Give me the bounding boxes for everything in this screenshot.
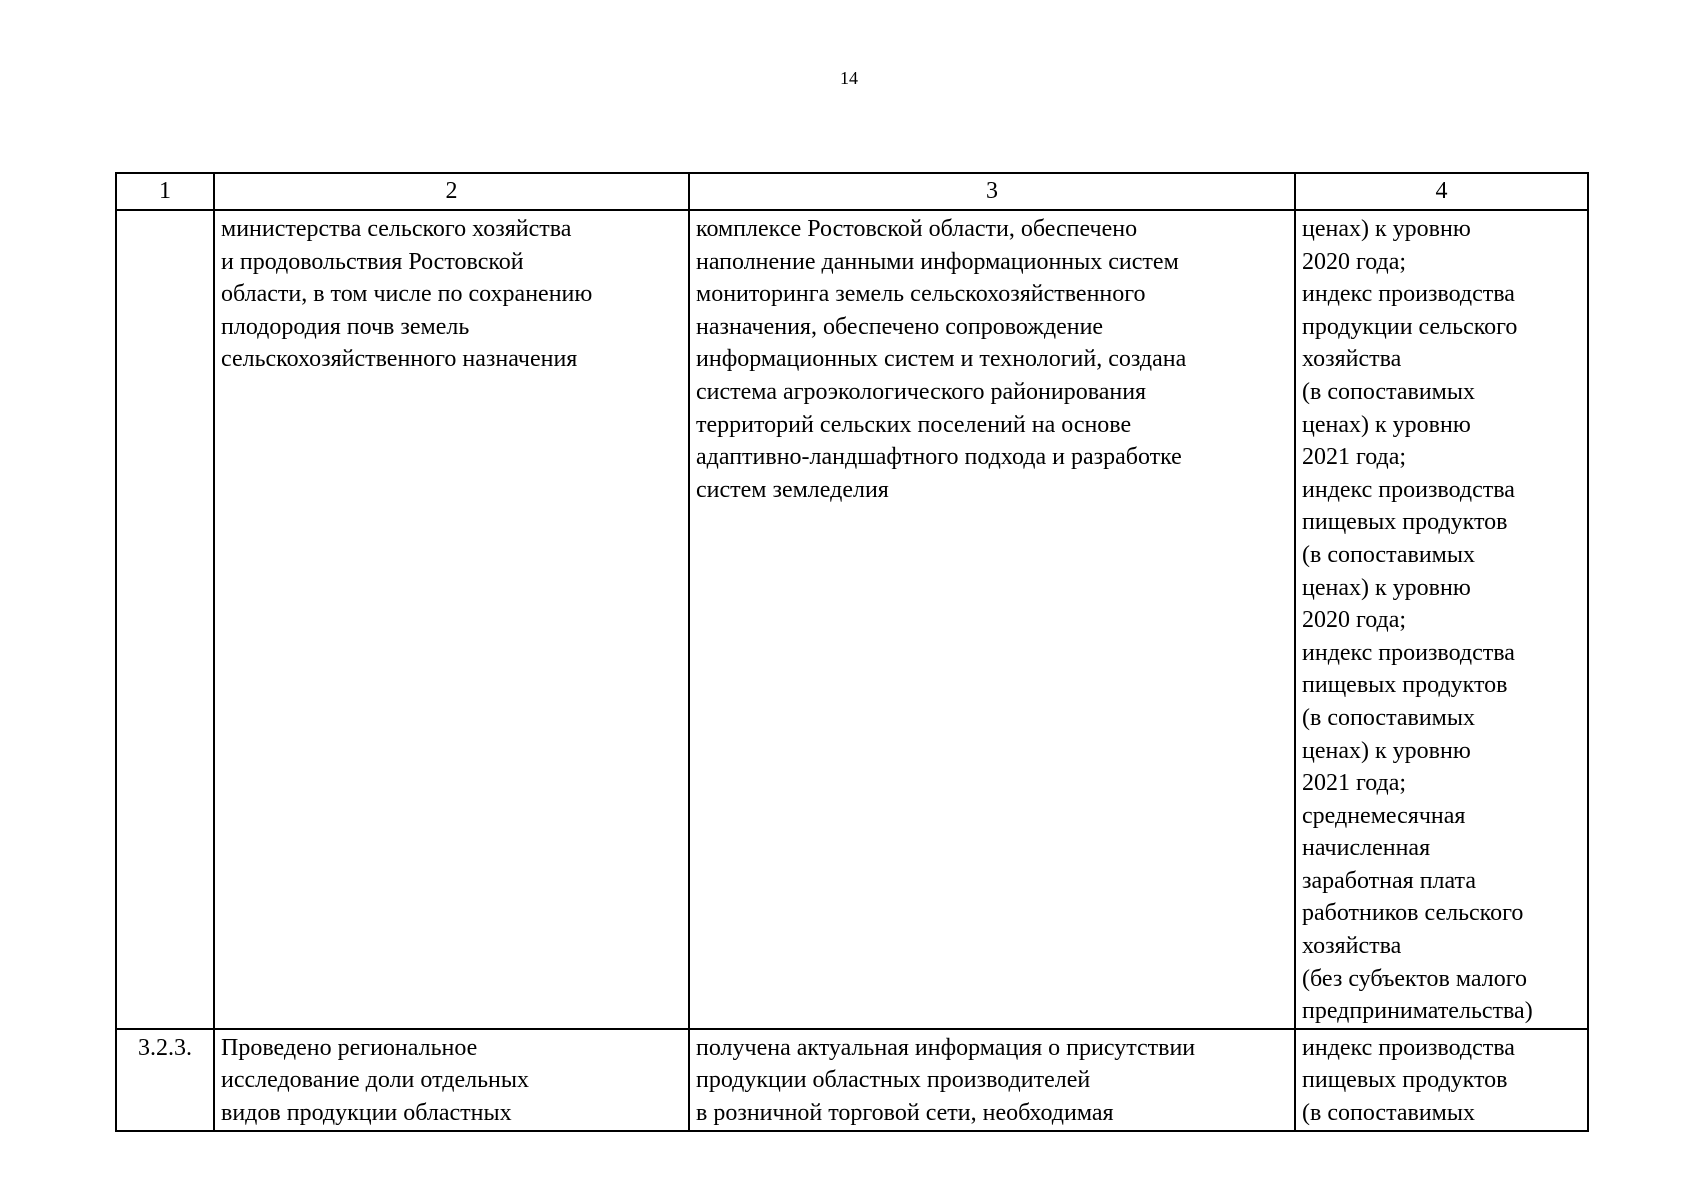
cell-measure: Проведено региональное исследование доли отдельных видов продукции областных <box>214 1029 689 1131</box>
table-header-row <box>116 173 1588 210</box>
measures-table <box>115 172 1589 1132</box>
table-row <box>116 210 1588 1029</box>
cell-indicators: индекс производства пищевых продуктов (в сопоставимых <box>1295 1029 1588 1131</box>
header-col-1: 1 <box>116 173 214 210</box>
cell-result: комплексе Ростовской области, обеспечено наполнение данными информационных систем мониторинга земель сельскохозяйственного назначения, обеспечено сопровождение информационных систем и технологий, создана система агроэкологического районирования территорий сельских поселений на основе адаптивно-ландшафтного подхода и разработке систем земледелия <box>689 210 1295 1029</box>
table-row <box>116 1029 1588 1131</box>
cell-result: получена актуальная информация о присутствии продукции областных производителей в розничной торговой сети, необходимая <box>689 1029 1295 1131</box>
page-number: 14 <box>840 68 858 88</box>
cell-indicators: ценах) к уровню 2020 года; индекс производства продукции сельского хозяйства (в сопоставимых ценах) к уровню 2021 года; индекс производства пищевых продуктов (в сопоставимых ценах) к уровню 2020 года; индекс производства пищевых продуктов (в сопоставимых ценах) к уровню 2021 года; среднемесячная начисленная заработная плата работников сельского хозяйства (без субъектов малого предпринимательства) <box>1295 210 1588 1029</box>
header-col-4: 4 <box>1295 173 1588 210</box>
header-col-3: 3 <box>689 173 1295 210</box>
header-col-2: 2 <box>214 173 689 210</box>
cell-number <box>116 210 214 1029</box>
cell-number: 3.2.3. <box>116 1029 214 1131</box>
cell-measure: министерства сельского хозяйства и продовольствия Ростовской области, в том числе по сохранению плодородия почв земель сельскохозяйственного назначения <box>214 210 689 1029</box>
